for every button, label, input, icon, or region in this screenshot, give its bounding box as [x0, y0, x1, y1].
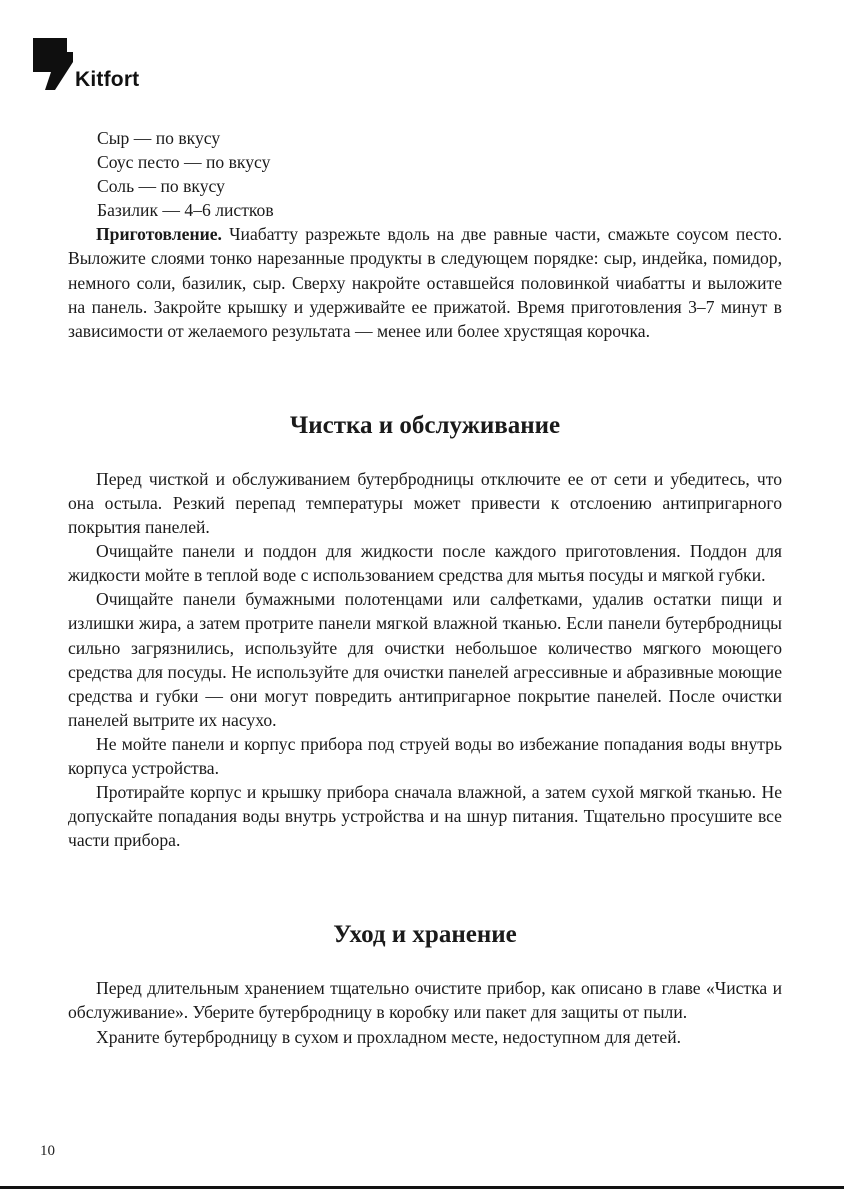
ingredient-line: Соль — по вкусу [97, 176, 225, 197]
page-number: 10 [40, 1143, 55, 1159]
kitfort-logo-icon [33, 38, 73, 90]
preparation-paragraph [68, 222, 782, 342]
page-content [68, 126, 782, 1049]
paragraph: Перед чисткой и обслуживанием бутербродницы отключите ее от сети и убедитесь, что она остыла. Резкий перепад температуры может привести к отслоению антипригарного покрытия панелей. [68, 468, 782, 538]
paragraph: Очищайте панели бумажными полотенцами или салфетками, удалив остатки пищи и излишки жира, а затем протрите панели мягкой влажной тканью. Если панели бутербродницы сильно загрязнились, используйте для очистки небольшое количество мягкого моющего средства для посуды. Не используйте для очистки панелей агрессивные и абразивные моющие средства и губки — они могут повредить антипригарное покрытие панелей. После очистки панелей вытрите их насухо. [68, 589, 782, 730]
paragraph: Храните бутербродницу в сухом и прохладном месте, недоступном для детей. [96, 1026, 682, 1047]
section-title-storage: Уход и хранение [333, 921, 517, 949]
preparation-text: Чиабатту разрежьте вдоль на две равные части, смажьте соусом песто. Выложите слоями тонко нарезанные продукты в следующем порядке: сыр, индейка, помидор, немного соли, базилик, сыр. Сверху накройте оставшейся половинкой чиабатты и выложите на панель. Закройте крышку и удерживайте ее прижатой. Время приготовления 3–7 минут в зависимости от желаемого результата — менее или более хрустящая корочка. [68, 224, 782, 341]
kitfort-logo [33, 38, 139, 90]
brand-name: Kitfort [75, 68, 140, 91]
preparation-label: Приготовление. [96, 224, 222, 245]
ingredient-line: Базилик — 4–6 листков [97, 200, 274, 221]
paragraph: Перед длительным хранением тщательно очистите прибор, как описано в главе «Чистка и обслуживание». Уберите бутербродницу в коробку или пакет для защиты от пыли. [68, 978, 782, 1023]
section-title-cleaning: Чистка и обслуживание [289, 411, 561, 439]
ingredient-line: Соус песто — по вкусу [97, 152, 271, 173]
paragraph: Не мойте панели и корпус прибора под струей воды во избежание попадания воды внутрь корпуса устройства. [68, 733, 782, 778]
ingredient-line: Сыр — по вкусу [97, 128, 221, 148]
paragraph: Очищайте панели и поддон для жидкости после каждого приготовления. Поддон для жидкости мойте в теплой воде с использованием средства для мытья посуды и мягкой губки. [68, 541, 782, 586]
ingredients-list [68, 126, 782, 222]
paragraph: Протирайте корпус и крышку прибора сначала влажной, а затем сухой мягкой тканью. Не допускайте попадания воды внутрь устройства и на шнур питания. Тщательно просушите все части прибора. [68, 782, 782, 851]
